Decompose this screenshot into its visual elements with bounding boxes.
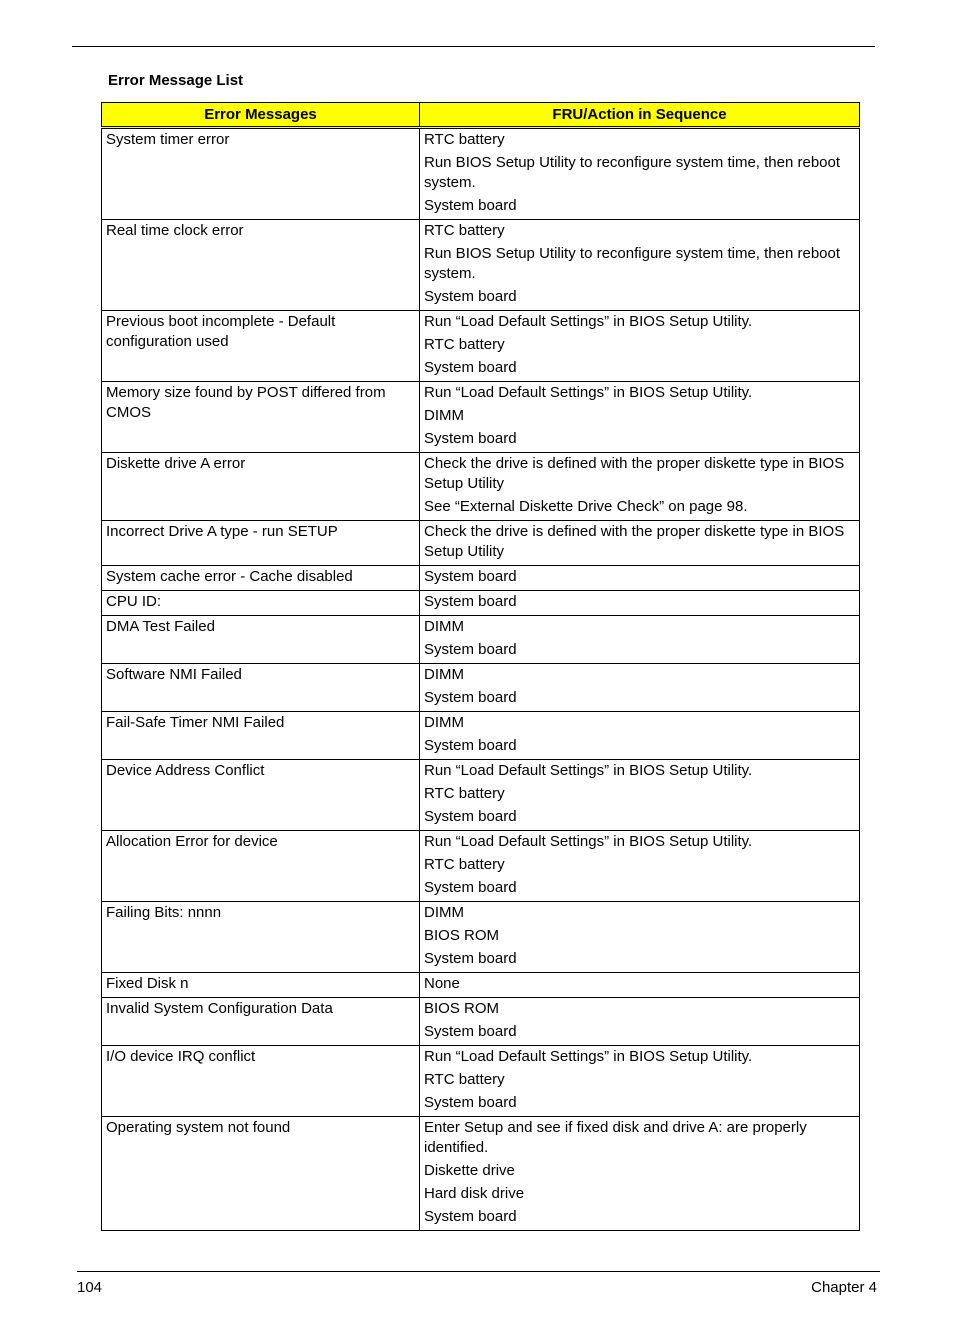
table-row [102, 521, 860, 566]
table-row [102, 220, 860, 311]
error-message-cell: System cache error - Cache disabled [102, 566, 420, 591]
fru-action-item: System board [424, 593, 517, 610]
fru-action-item: RTC battery [424, 336, 505, 353]
fru-action-cell [420, 664, 860, 712]
error-message-cell: Incorrect Drive A type - run SETUP [102, 521, 420, 566]
fru-action-cell [420, 616, 860, 664]
fru-action-item: RTC battery [424, 222, 505, 239]
error-message-cell: CPU ID: [102, 591, 420, 616]
fru-action-item: Diskette drive [424, 1162, 515, 1179]
fru-action-item: System board [424, 1208, 517, 1225]
table-row [102, 1046, 860, 1117]
fru-action-cell [420, 521, 860, 566]
error-message-cell: Diskette drive A error [102, 453, 420, 521]
fru-action-item: None [424, 975, 460, 992]
error-message-cell: Fail-Safe Timer NMI Failed [102, 712, 420, 760]
error-message-cell: Device Address Conflict [102, 760, 420, 831]
footer-rule [77, 1271, 880, 1272]
error-message-cell: DMA Test Failed [102, 616, 420, 664]
fru-action-cell [420, 1046, 860, 1117]
fru-action-item: Run BIOS Setup Utility to reconfigure system time, then reboot system. [424, 245, 841, 282]
fru-action-item: System board [424, 808, 517, 825]
fru-action-cell [420, 902, 860, 973]
error-message-table [101, 102, 860, 1231]
fru-action-item: DIMM [424, 407, 464, 424]
fru-action-item: Enter Setup and see if fixed disk and drive A: are properly identified. [424, 1119, 807, 1156]
table-row [102, 998, 860, 1046]
fru-action-item: Hard disk drive [424, 1185, 525, 1202]
fru-action-item: System board [424, 737, 517, 754]
column-header-fru-action: FRU/Action in Sequence [420, 103, 860, 128]
fru-action-cell [420, 973, 860, 998]
error-message-cell: Software NMI Failed [102, 664, 420, 712]
error-message-cell: Previous boot incomplete - Default configuration used [102, 311, 420, 382]
table-row [102, 453, 860, 521]
section-title: Error Message List [108, 72, 244, 89]
fru-action-item: See “External Diskette Drive Check” on page 98. [424, 498, 748, 515]
error-message-cell: Memory size found by POST differed from CMOS [102, 382, 420, 453]
table-row [102, 566, 860, 591]
fru-action-item: Run “Load Default Settings” in BIOS Setup Utility. [424, 833, 753, 850]
fru-action-item: DIMM [424, 666, 464, 683]
fru-action-item: Run “Load Default Settings” in BIOS Setup Utility. [424, 384, 753, 401]
fru-action-cell [420, 591, 860, 616]
fru-action-cell [420, 453, 860, 521]
fru-action-item: System board [424, 641, 517, 658]
chapter-label: Chapter 4 [811, 1279, 877, 1296]
error-message-cell: System timer error [102, 128, 420, 220]
fru-action-cell [420, 382, 860, 453]
table-row [102, 311, 860, 382]
fru-action-item: System board [424, 288, 517, 305]
fru-action-cell [420, 220, 860, 311]
table-row [102, 382, 860, 453]
fru-action-item: DIMM [424, 618, 464, 635]
fru-action-item: RTC battery [424, 785, 505, 802]
fru-action-item: System board [424, 950, 517, 967]
table-row [102, 616, 860, 664]
fru-action-cell [420, 998, 860, 1046]
table-row [102, 902, 860, 973]
error-message-cell: Fixed Disk n [102, 973, 420, 998]
error-message-cell: Operating system not found [102, 1117, 420, 1231]
fru-action-item: DIMM [424, 904, 464, 921]
fru-action-item: System board [424, 568, 517, 585]
fru-action-item: DIMM [424, 714, 464, 731]
fru-action-item: Run BIOS Setup Utility to reconfigure system time, then reboot system. [424, 154, 841, 191]
fru-action-item: System board [424, 1094, 517, 1111]
fru-action-item: System board [424, 689, 517, 706]
column-header-error-messages: Error Messages [102, 103, 420, 128]
error-message-cell: Real time clock error [102, 220, 420, 311]
fru-action-cell [420, 1117, 860, 1231]
error-message-cell: Invalid System Configuration Data [102, 998, 420, 1046]
table-row [102, 591, 860, 616]
fru-action-item: RTC battery [424, 1071, 505, 1088]
fru-action-cell [420, 566, 860, 591]
fru-action-cell [420, 712, 860, 760]
error-message-cell: I/O device IRQ conflict [102, 1046, 420, 1117]
fru-action-cell [420, 311, 860, 382]
fru-action-item: BIOS ROM [424, 1000, 500, 1017]
fru-action-cell [420, 831, 860, 902]
table-row [102, 831, 860, 902]
fru-action-item: RTC battery [424, 131, 505, 148]
table-row [102, 1117, 860, 1231]
fru-action-item: RTC battery [424, 856, 505, 873]
fru-action-item: BIOS ROM [424, 927, 500, 944]
fru-action-item: System board [424, 879, 517, 896]
fru-action-item: System board [424, 197, 517, 214]
fru-action-item: System board [424, 1023, 517, 1040]
fru-action-item: System board [424, 430, 517, 447]
header-rule [72, 46, 875, 47]
table-row [102, 712, 860, 760]
error-message-cell: Allocation Error for device [102, 831, 420, 902]
fru-action-item: Run “Load Default Settings” in BIOS Setup Utility. [424, 762, 753, 779]
fru-action-cell [420, 128, 860, 220]
table-row [102, 128, 860, 220]
table-row [102, 664, 860, 712]
fru-action-item: Check the drive is defined with the proper diskette type in BIOS Setup Utility [424, 455, 845, 492]
table-row [102, 973, 860, 998]
table-row [102, 760, 860, 831]
table-body [102, 128, 860, 1231]
error-message-cell: Failing Bits: nnnn [102, 902, 420, 973]
fru-action-item: Run “Load Default Settings” in BIOS Setup Utility. [424, 1048, 753, 1065]
table-header-row [102, 103, 860, 128]
fru-action-cell [420, 760, 860, 831]
fru-action-item: Check the drive is defined with the proper diskette type in BIOS Setup Utility [424, 523, 845, 560]
fru-action-item: Run “Load Default Settings” in BIOS Setup Utility. [424, 313, 753, 330]
fru-action-item: System board [424, 359, 517, 376]
page-number: 104 [77, 1279, 103, 1296]
